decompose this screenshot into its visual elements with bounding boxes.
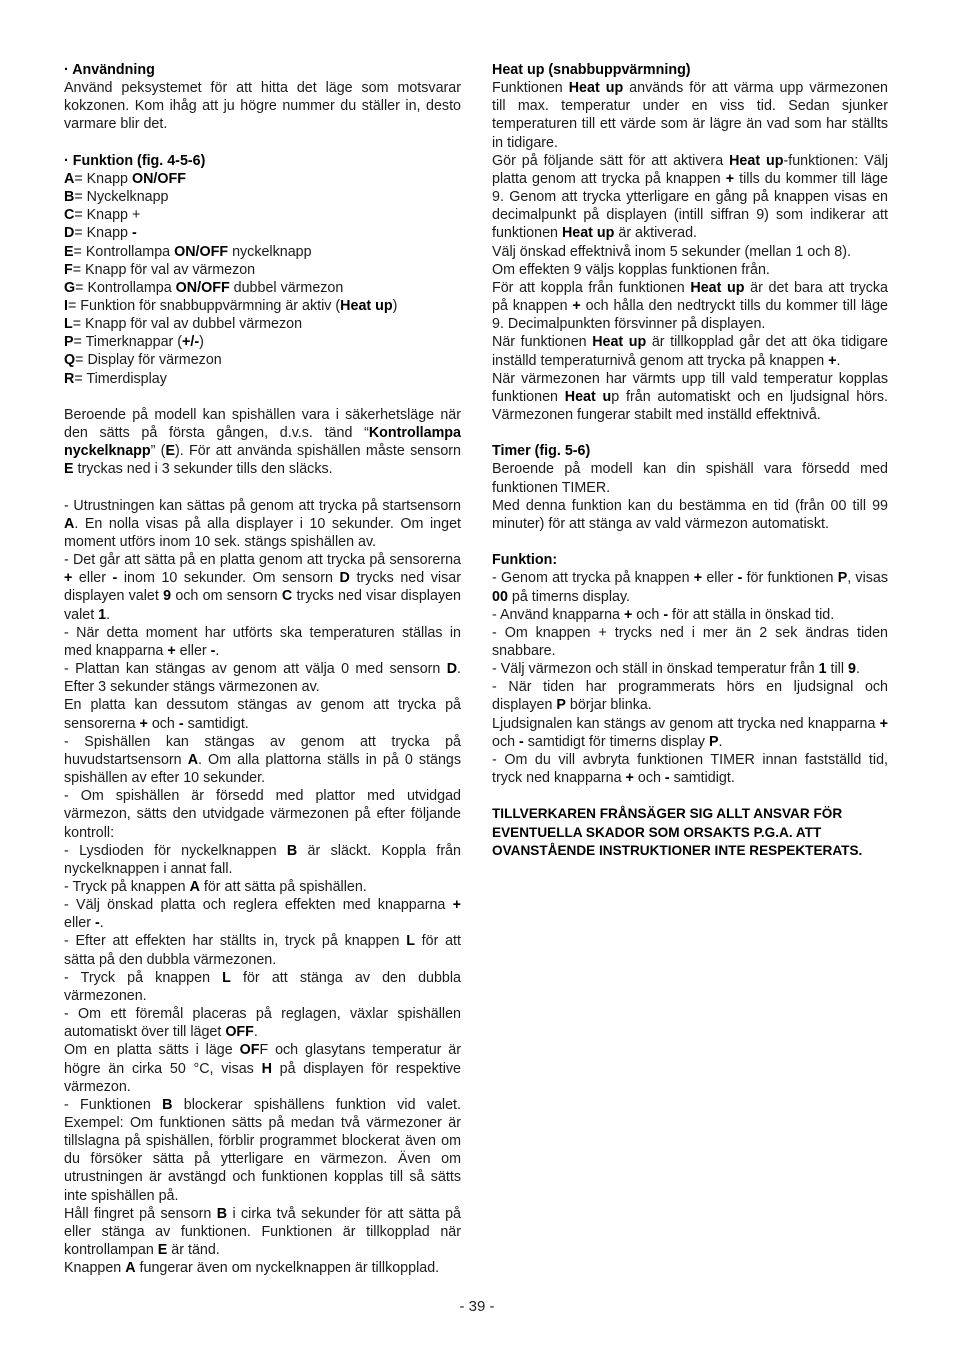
paragraph: - Välj önskad platta och reglera effekten med knapparna + eller -. xyxy=(64,897,461,932)
paragraph: Välj önskad effektnivå inom 5 sekunder (mellan 1 och 8). xyxy=(492,243,851,260)
legend-item: Q= Display för värmezon xyxy=(64,352,222,369)
paragraph: - Efter att effekten har ställts in, tryck på knappen L för att sätta på den dubbla värmezonen. xyxy=(64,933,461,968)
paragraph: - Funktionen B blockerar spishällens funktion vid valet. Exempel: Om funktionen sätts på medan två värmezoner är tillslagna på spishällen, förblir programmet blockerat även om du försöker sätta på ytterligare en värmezon. Även om utrustningen är avstängd och funktionen kopplas till så sätts inte spishällen på. xyxy=(64,1096,461,1204)
paragraph: - Lysdioden för nyckelknappen B är släckt. Koppla från nyckelknappen i annat fall. xyxy=(64,842,461,877)
legend-item: I= Funktion för snabbuppvärmning är aktiv (Heat up) xyxy=(64,298,398,315)
paragraph: - När detta moment har utförts ska temperaturen ställas in med knapparna + eller -. xyxy=(64,624,461,659)
paragraph: Knappen A fungerar även om nyckelknappen är tillkopplad. xyxy=(64,1260,440,1277)
legend-item: R= Timerdisplay xyxy=(64,370,167,387)
paragraph: Beroende på modell kan din spishäll vara försedd med funktionen TIMER. xyxy=(492,461,888,496)
paragraph: För att koppla från funktionen Heat up är det bara att trycka på knappen + och hålla den nedtryckt tills du kommer till läge 9. Decimalpunkten försvinner på displayen. xyxy=(492,279,889,333)
paragraph: - Tryck på knappen L för att stänga av den dubbla värmezonen. xyxy=(64,969,461,1004)
legend-list xyxy=(64,170,461,388)
paragraph: När funktionen Heat up är tillkopplad går det att öka tidigare inställd temperaturnivå genom att trycka på knappen +. xyxy=(492,334,888,369)
paragraph: Med denna funktion kan du bestämma en tid (från 00 till 99 minuter) för att stänga av vald värmezon automatiskt. xyxy=(492,497,888,532)
paragraph: - Tryck på knappen A för att sätta på spishällen. xyxy=(64,878,367,895)
legend-item: A= Knapp ON/OFF xyxy=(64,170,186,187)
paragraph: Gör på följande sätt för att aktivera Heat up-funktionen: Välj platta genom att trycka på knappen + tills du kommer till läge 9. Genom att trycka ytterligare en gång på knappen visas en decimalpunkt på displayen (intill siffran 9) som indikerar att funktionen Heat up är aktiverad. xyxy=(492,152,888,242)
paragraph: - Genom att trycka på knappen + eller - för funktionen P, visas 00 på timerns display. xyxy=(492,570,889,605)
legend-item: P= Timerknappar (+/-) xyxy=(64,334,204,351)
usage-heading: · Användning xyxy=(64,62,155,78)
usage-text: Använd peksystemet för att hitta det läge som motsvarar kokzonen. Kom ihåg att ju högre nummer du ställer in, desto varmare blir det. xyxy=(64,80,461,133)
left-column xyxy=(64,61,461,1277)
paragraph: - Plattan kan stängas av genom att välja 0 med sensorn D. Efter 3 sekunder stängs värmezonen av. xyxy=(64,661,461,696)
paragraph: - Spishällen kan stängas av genom att trycka på huvudstartsensorn A. Om alla plattorna ställs in på 0 stängs spishällen av efter 10 sekunder. xyxy=(64,733,462,787)
legend-item: E= Kontrollampa ON/OFF nyckelknapp xyxy=(64,243,312,260)
legend-item: L= Knapp för val av dubbel värmezon xyxy=(64,316,303,333)
legend-item: F= Knapp för val av värmezon xyxy=(64,261,256,278)
paragraph: En platta kan dessutom stängas av genom att trycka på sensorerna + och - samtidigt. xyxy=(64,697,461,732)
paragraph: Om en platta sätts i läge OFF och glasytans temperatur är högre än cirka 50 °C, visas H på displayen för respektive värmezon. xyxy=(64,1042,461,1095)
paragraph: - Om ett föremål placeras på reglagen, växlar spishällen automatiskt över till läget OFF. xyxy=(64,1006,461,1041)
function-heading: · Funktion (fig. 4-5-6) xyxy=(64,152,206,169)
paragraph: - Välj värmezon och ställ in önskad temperatur från 1 till 9. xyxy=(492,661,860,678)
legend-item: C= Knapp + xyxy=(64,207,141,224)
paragraph: - Utrustningen kan sättas på genom att trycka på startsensorn A. En nolla visas på alla displayer i 10 sekunder. Om inget moment utförs inom 10 sek. stängs spishällen av. xyxy=(64,497,461,551)
paragraph: Ljudsignalen kan stängs av genom att trycka ned knapparna + och - samtidigt för timerns display P. xyxy=(492,715,888,750)
paragraph: Funktionen Heat up används för att värma upp värmezonen till max. temperatur under en viss tid. Sedan sjunker temperaturen till ett värde som är lägre än vad som har ställts in tidigare. xyxy=(492,80,888,151)
legend-item: B= Nyckelknapp xyxy=(64,189,169,206)
paragraph: - Om du vill avbryta funktionen TIMER innan fastställd tid, tryck ned knapparna + och - samtidigt. xyxy=(492,751,888,787)
paragraph: - Om spishällen är försedd med plattor med utvidgad värmezon, sätts den utvidgade värmezonen på efter följande kontroll: xyxy=(64,788,461,841)
timer-heading: Timer (fig. 5-6) xyxy=(492,443,591,460)
right-column xyxy=(492,61,888,860)
paragraph: Om effekten 9 väljs kopplas funktionen från. xyxy=(492,261,770,278)
paragraph: - Det går att sätta på en platta genom att trycka på sensorerna + eller - inom 10 sekunder. Om sensorn D trycks ned visar displayen valet 9 och om sensorn C trycks ned visar displayen valet 1. xyxy=(64,552,461,623)
page-number: - 39 - xyxy=(459,1298,495,1315)
safety-paragraph: Beroende på modell kan spishällen vara i säkerhetsläge när den sätts på första gången, d.v.s. tänd “Kontrollampa nyckelknapp” (E). För att använda spishällen måste sensorn E tryckas ned i 3 sekunder tills den släcks. xyxy=(64,406,461,478)
paragraph: - Om knappen + trycks ned i mer än 2 sek ändras tiden snabbare. xyxy=(492,624,888,659)
legend-item: G= Kontrollampa ON/OFF dubbel värmezon xyxy=(64,279,344,296)
liability-warning: TILLVERKAREN FRÅNSÄGER SIG ALLT ANSVAR FÖR EVENTUELLA SKADOR SOM ORSAKTS P.G.A. ATT OVANSTÅENDE INSTRUKTIONER INTE RESPEKTERATS. xyxy=(492,806,863,858)
heatup-heading: Heat up (snabbuppvärmning) xyxy=(492,62,691,78)
paragraph: - Använd knapparna + och - för att ställa in önskad tid. xyxy=(492,606,835,623)
paragraph: Håll fingret på sensorn B i cirka två sekunder för att sätta på eller stänga av funktionen. Funktionen är tillkopplad när kontrollampan E är tänd. xyxy=(64,1205,461,1259)
paragraph: - När tiden har programmerats hörs en ljudsignal och displayen P börjar blinka. xyxy=(492,679,888,714)
funktion-heading: Funktion: xyxy=(492,552,558,569)
paragraph: När värmezonen har värmts upp till vald temperatur kopplas funktionen Heat up från automatiskt och en ljudsignal hörs. Värmezonen fungerar stabilt med inställd effektnivå. xyxy=(492,370,889,423)
legend-item: D= Knapp - xyxy=(64,225,137,242)
